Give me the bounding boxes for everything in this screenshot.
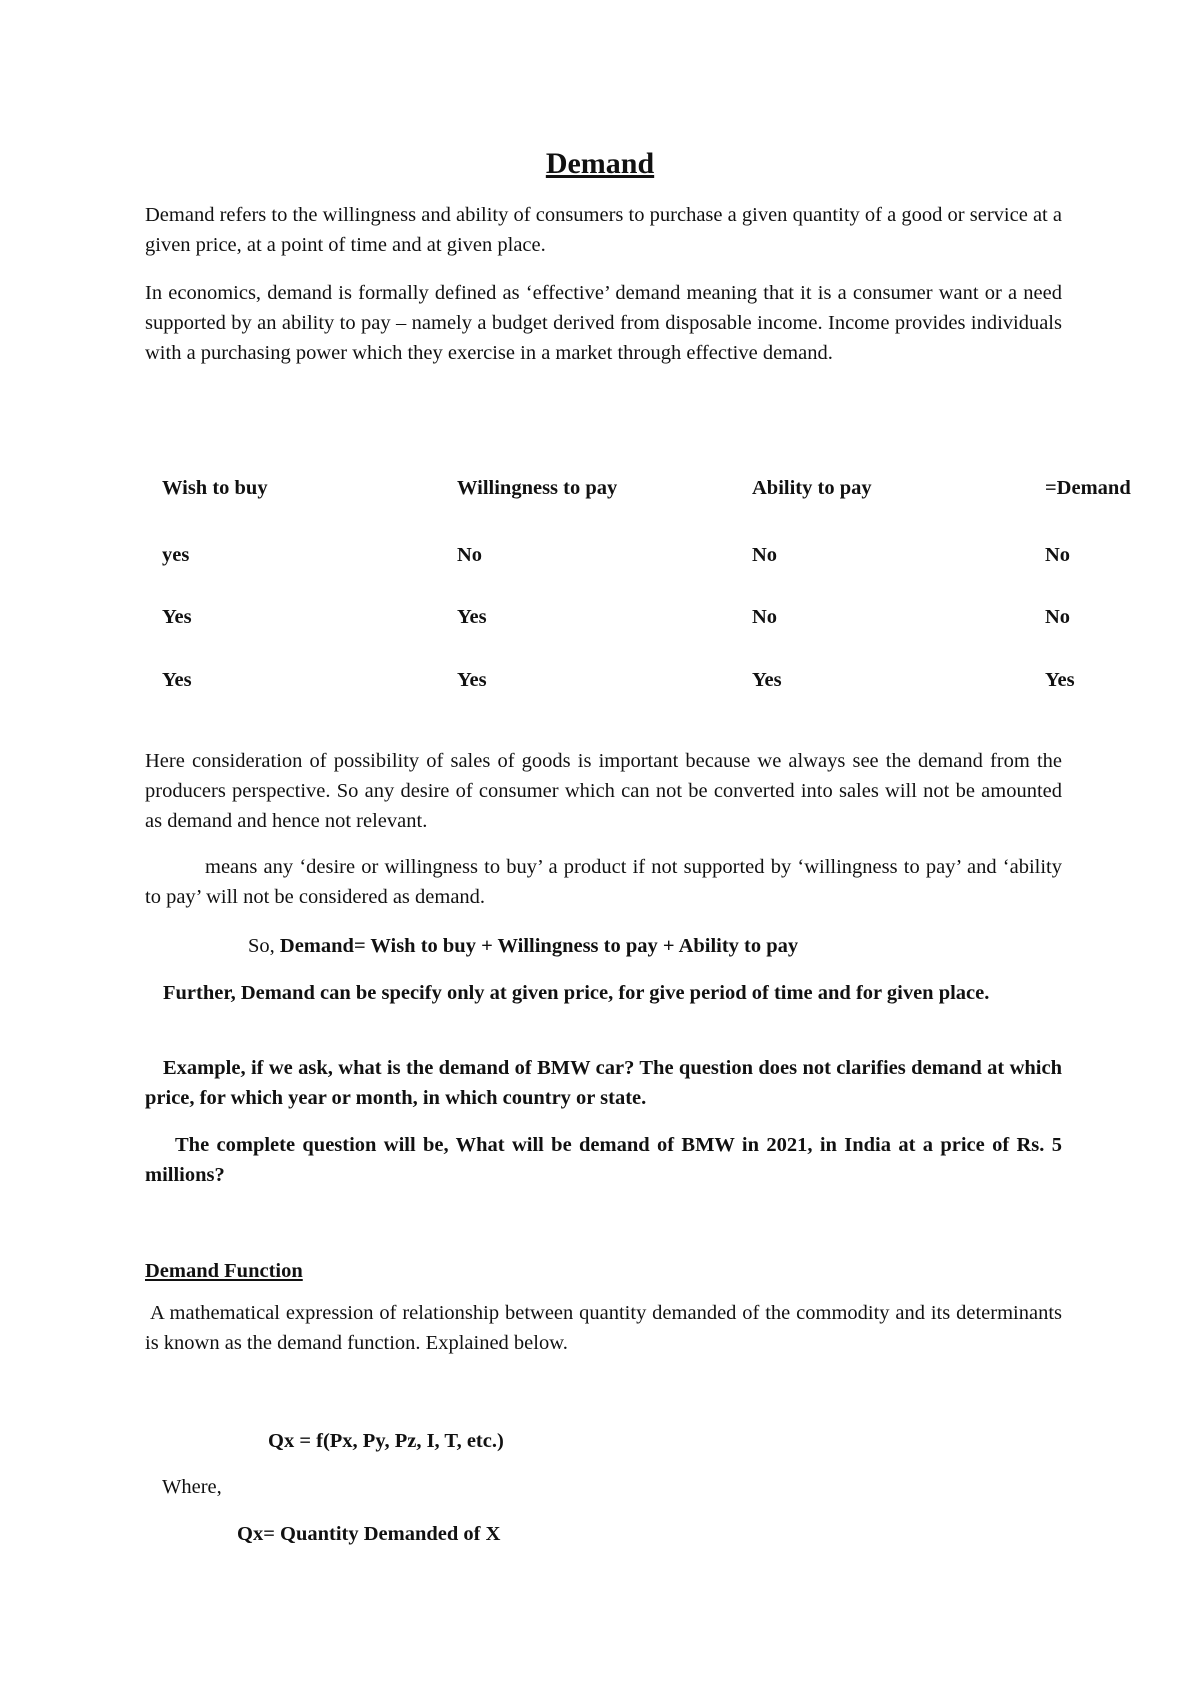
means-paragraph: means any ‘desire or willingness to buy’ a product if not supported by ‘willingness to pay’ and ‘ability to pay’ will not be considered as demand. xyxy=(145,856,1062,908)
table-cell: yes xyxy=(162,544,190,566)
table-cell: No xyxy=(752,606,778,628)
page-title: Demand xyxy=(545,147,655,180)
demand-function-formula: Qx = f(Px, Py, Pz, I, T, etc.) xyxy=(268,1430,504,1452)
complete-question-paragraph: The complete question will be, What will be demand of BMW in 2021, in India at a price of Rs. 5 millions? xyxy=(145,1134,1062,1186)
table-header-wish: Wish to buy xyxy=(162,477,268,499)
example-paragraph: Example, if we ask, what is the demand of BMW car? The question does not clarifies demand at which price, for which year or month, in which country or state. xyxy=(145,1057,1062,1109)
equation-prefix: So, xyxy=(248,935,280,957)
table-cell: No xyxy=(1045,544,1071,566)
table-cell: Yes xyxy=(1045,669,1075,691)
table-cell: No xyxy=(457,544,483,566)
table-header-ability: Ability to pay xyxy=(752,477,872,499)
demand-equation xyxy=(248,932,798,960)
table-cell: Yes xyxy=(457,669,487,691)
equation-formula: Demand= Wish to buy + Willingness to pay + Ability to pay xyxy=(279,935,799,957)
where-label: Where, xyxy=(162,1476,222,1498)
qx-definition: Qx= Quantity Demanded of X xyxy=(237,1523,501,1545)
table-header-willingness: Willingness to pay xyxy=(457,477,618,499)
table-cell: Yes xyxy=(457,606,487,628)
table-cell: No xyxy=(1045,606,1071,628)
demand-function-description: A mathematical expression of relationship between quantity demanded of the commodity and its determinants is known as the demand function. Explained below. xyxy=(145,1302,1062,1354)
consideration-paragraph: Here consideration of possibility of sales of goods is important because we always see the demand from the producers perspective. So any desire of consumer which can not be converted into sales will not be amounted as demand and hence not relevant. xyxy=(145,750,1062,832)
table-cell: Yes xyxy=(162,606,192,628)
table-cell: No xyxy=(752,544,778,566)
table-header-demand: =Demand xyxy=(1045,477,1131,499)
demand-function-heading: Demand Function xyxy=(145,1260,303,1282)
table-cell: Yes xyxy=(162,669,192,691)
intro-paragraph: Demand refers to the willingness and ability of consumers to purchase a given quantity of a good or service at a given price, at a point of time and at given place. xyxy=(145,204,1062,256)
further-paragraph: Further, Demand can be specify only at given price, for give period of time and for given place. xyxy=(163,982,990,1004)
effective-demand-paragraph: In economics, demand is formally defined as ‘effective’ demand meaning that it is a consumer want or a need supported by an ability to pay – namely a budget derived from disposable income. Income provides individuals with a purchasing power which they exercise in a market through effective demand. xyxy=(145,282,1062,364)
table-cell: Yes xyxy=(752,669,782,691)
